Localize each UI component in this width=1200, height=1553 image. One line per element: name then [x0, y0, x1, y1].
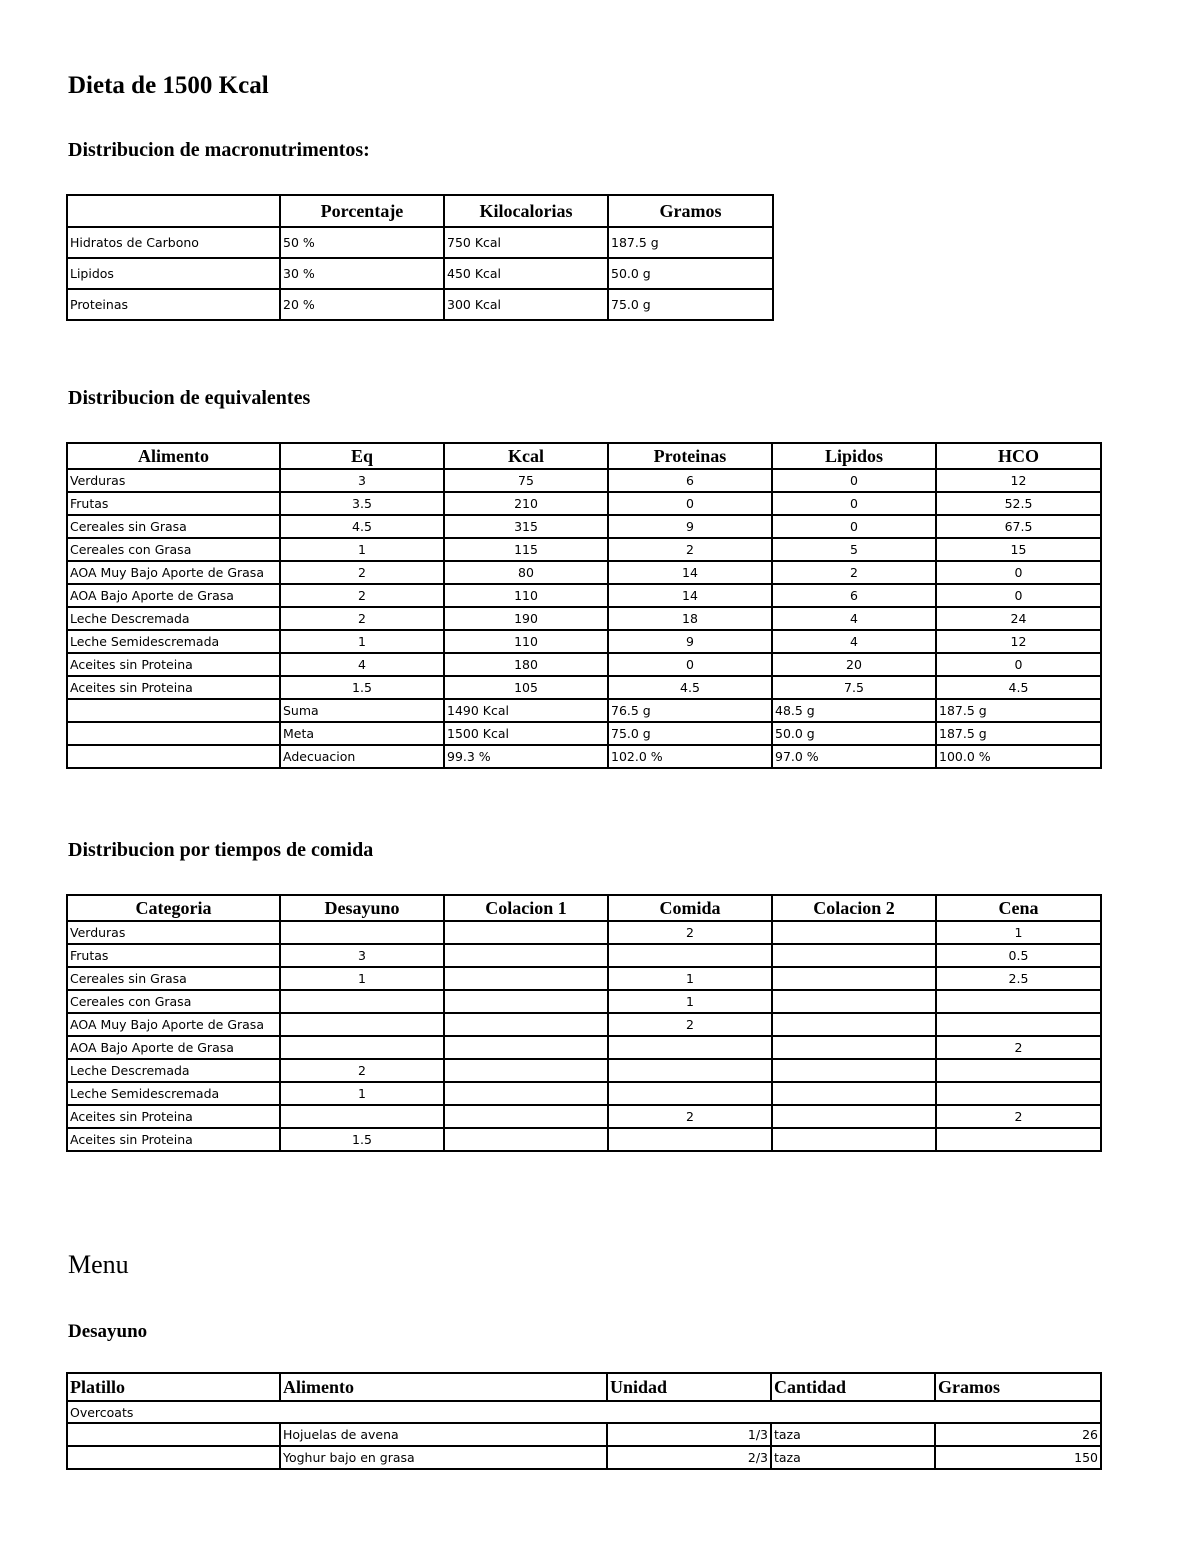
column-header: Gramos [935, 1373, 1101, 1401]
table-cell: AOA Bajo Aporte de Grasa [67, 1036, 280, 1059]
table-row [67, 1105, 1101, 1128]
table-cell: 102.0 % [608, 745, 772, 768]
table-cell: 187.5 g [608, 227, 773, 258]
table-cell: Yoghur bajo en grasa [280, 1446, 607, 1469]
table-row [67, 676, 1101, 699]
table-cell [444, 921, 608, 944]
table-row [67, 1401, 1101, 1423]
table-cell: 0 [772, 515, 936, 538]
table-cell: 2 [608, 1105, 772, 1128]
table-cell: 12 [936, 630, 1101, 653]
table-cell: Frutas [67, 492, 280, 515]
macro-heading: Distribucion de macronutrimentos: [68, 139, 370, 161]
table-row [67, 538, 1101, 561]
table-cell: 1490 Kcal [444, 699, 608, 722]
column-header: Comida [608, 895, 772, 921]
table-cell: AOA Muy Bajo Aporte de Grasa [67, 561, 280, 584]
table-cell: 450 Kcal [444, 258, 608, 289]
tiempos-heading: Distribucion por tiempos de comida [68, 839, 374, 861]
table-cell: 1 [936, 921, 1101, 944]
table-cell: 0 [608, 492, 772, 515]
table-row [67, 1059, 1101, 1082]
macro-table [66, 194, 774, 321]
table-row [67, 653, 1101, 676]
table-cell: 0 [936, 584, 1101, 607]
table-row [67, 584, 1101, 607]
equiv-heading: Distribucion de equivalentes [68, 387, 311, 409]
column-header: Gramos [608, 195, 773, 227]
table-cell: 67.5 [936, 515, 1101, 538]
table-row [67, 745, 1101, 768]
table-row [67, 227, 773, 258]
table-cell: Cereales sin Grasa [67, 515, 280, 538]
table-cell: 75.0 g [608, 722, 772, 745]
table-cell [67, 722, 280, 745]
table-cell: 3 [280, 469, 444, 492]
table-cell: 1 [608, 990, 772, 1013]
table-cell: Aceites sin Proteina [67, 653, 280, 676]
table-cell: 300 Kcal [444, 289, 608, 320]
column-header: Kcal [444, 443, 608, 469]
table-cell: Cereales con Grasa [67, 990, 280, 1013]
table-cell [444, 990, 608, 1013]
table-cell [444, 1082, 608, 1105]
table-cell: Aceites sin Proteina [67, 676, 280, 699]
table-cell [936, 1128, 1101, 1151]
table-cell: 2 [280, 607, 444, 630]
table-cell: Verduras [67, 921, 280, 944]
table-cell [280, 1013, 444, 1036]
table-cell [608, 1128, 772, 1151]
column-header: HCO [936, 443, 1101, 469]
table-row [67, 607, 1101, 630]
table-cell: 9 [608, 630, 772, 653]
table-cell: taza [771, 1423, 935, 1446]
table-row [67, 258, 773, 289]
table-row [67, 1036, 1101, 1059]
table-cell: Frutas [67, 944, 280, 967]
table-row [67, 990, 1101, 1013]
table-cell: 2/3 [607, 1446, 771, 1469]
table-cell: 75 [444, 469, 608, 492]
menu-title: Menu [68, 1250, 129, 1279]
table-cell [280, 1105, 444, 1128]
table-cell: 1/3 [607, 1423, 771, 1446]
table-row [67, 1082, 1101, 1105]
table-cell: 6 [608, 469, 772, 492]
table-cell: 110 [444, 630, 608, 653]
table-cell: 4 [772, 630, 936, 653]
table-cell: Meta [280, 722, 444, 745]
table-cell: 4 [280, 653, 444, 676]
table-cell: AOA Bajo Aporte de Grasa [67, 584, 280, 607]
table-cell: 2.5 [936, 967, 1101, 990]
table-cell [67, 1446, 280, 1469]
table-cell [772, 990, 936, 1013]
table-cell: 20 % [280, 289, 444, 320]
table-cell: 2 [608, 538, 772, 561]
table-cell [772, 921, 936, 944]
table-cell: 14 [608, 561, 772, 584]
table-cell [444, 1013, 608, 1036]
table-cell: 76.5 g [608, 699, 772, 722]
table-row [67, 469, 1101, 492]
table-cell: 1.5 [280, 1128, 444, 1151]
table-cell: 75.0 g [608, 289, 773, 320]
table-cell: Aceites sin Proteina [67, 1128, 280, 1151]
column-header: Alimento [280, 1373, 607, 1401]
table-cell: 1 [280, 538, 444, 561]
column-header: Eq [280, 443, 444, 469]
column-header: Porcentaje [280, 195, 444, 227]
table-cell: 50.0 g [608, 258, 773, 289]
table-cell: 97.0 % [772, 745, 936, 768]
column-header: Categoria [67, 895, 280, 921]
table-cell: Cereales con Grasa [67, 538, 280, 561]
table-cell [444, 1128, 608, 1151]
table-row [67, 699, 1101, 722]
table-cell [772, 1036, 936, 1059]
table-cell: 1 [280, 967, 444, 990]
equiv-table [66, 442, 1102, 769]
table-cell [772, 944, 936, 967]
table-cell: Leche Descremada [67, 1059, 280, 1082]
table-cell: 110 [444, 584, 608, 607]
table-cell: 0.5 [936, 944, 1101, 967]
column-header: Colacion 2 [772, 895, 936, 921]
table-cell [772, 967, 936, 990]
table-header-row [67, 1373, 1101, 1401]
table-row [67, 722, 1101, 745]
table-cell [772, 1128, 936, 1151]
table-cell: Verduras [67, 469, 280, 492]
table-cell: 750 Kcal [444, 227, 608, 258]
table-cell: 190 [444, 607, 608, 630]
table-cell [772, 1105, 936, 1128]
table-cell [67, 699, 280, 722]
table-cell: Leche Semidescremada [67, 1082, 280, 1105]
table-cell: 187.5 g [936, 722, 1101, 745]
table-cell: Suma [280, 699, 444, 722]
table-cell [608, 1082, 772, 1105]
table-cell: 80 [444, 561, 608, 584]
table-cell: 187.5 g [936, 699, 1101, 722]
column-header: Kilocalorias [444, 195, 608, 227]
table-cell [67, 1423, 280, 1446]
table-cell: 0 [772, 492, 936, 515]
table-cell: 100.0 % [936, 745, 1101, 768]
desayuno-heading: Desayuno [68, 1321, 148, 1342]
table-cell: 15 [936, 538, 1101, 561]
table-cell: 18 [608, 607, 772, 630]
table-cell: 2 [936, 1036, 1101, 1059]
table-cell: Proteinas [67, 289, 280, 320]
table-cell [280, 1036, 444, 1059]
table-row [67, 492, 1101, 515]
table-cell: 2 [280, 1059, 444, 1082]
column-header: Cantidad [771, 1373, 935, 1401]
table-cell: Hojuelas de avena [280, 1423, 607, 1446]
table-cell [444, 1036, 608, 1059]
tiempos-table [66, 894, 1102, 1152]
table-cell: 4.5 [936, 676, 1101, 699]
table-cell: 2 [280, 561, 444, 584]
table-cell: 5 [772, 538, 936, 561]
table-cell: Leche Descremada [67, 607, 280, 630]
table-cell [936, 1013, 1101, 1036]
table-row [67, 921, 1101, 944]
table-cell: 7.5 [772, 676, 936, 699]
table-row [67, 967, 1101, 990]
table-header-row [67, 443, 1101, 469]
table-cell: 2 [280, 584, 444, 607]
table-cell: 1500 Kcal [444, 722, 608, 745]
table-cell: 0 [608, 653, 772, 676]
column-header: Lipidos [772, 443, 936, 469]
column-header: Desayuno [280, 895, 444, 921]
table-cell: Cereales sin Grasa [67, 967, 280, 990]
table-cell: 2 [608, 1013, 772, 1036]
table-cell: 30 % [280, 258, 444, 289]
table-cell: 4.5 [280, 515, 444, 538]
column-header: Proteinas [608, 443, 772, 469]
table-cell: 210 [444, 492, 608, 515]
table-cell: 99.3 % [444, 745, 608, 768]
column-header: Alimento [67, 443, 280, 469]
column-header: Unidad [607, 1373, 771, 1401]
column-header [67, 195, 280, 227]
table-cell: AOA Muy Bajo Aporte de Grasa [67, 1013, 280, 1036]
table-cell [67, 745, 280, 768]
table-cell: 0 [936, 653, 1101, 676]
column-header: Platillo [67, 1373, 280, 1401]
table-cell [280, 990, 444, 1013]
table-cell: 4.5 [608, 676, 772, 699]
table-cell: Lipidos [67, 258, 280, 289]
page-title: Dieta de 1500 Kcal [68, 72, 269, 99]
table-cell [280, 921, 444, 944]
table-cell [936, 1082, 1101, 1105]
table-row [67, 561, 1101, 584]
table-cell: Aceites sin Proteina [67, 1105, 280, 1128]
table-row [67, 1446, 1101, 1469]
table-cell: 12 [936, 469, 1101, 492]
table-cell [444, 967, 608, 990]
table-cell: 48.5 g [772, 699, 936, 722]
table-cell: 3.5 [280, 492, 444, 515]
table-header-row [67, 195, 773, 227]
table-cell [936, 990, 1101, 1013]
desayuno-menu-table [66, 1372, 1102, 1470]
table-cell: Adecuacion [280, 745, 444, 768]
table-cell: Hidratos de Carbono [67, 227, 280, 258]
table-cell: 2 [936, 1105, 1101, 1128]
table-cell [772, 1082, 936, 1105]
table-cell: 50.0 g [772, 722, 936, 745]
table-cell: 24 [936, 607, 1101, 630]
table-cell: 2 [608, 921, 772, 944]
table-cell: 0 [772, 469, 936, 492]
table-cell: 52.5 [936, 492, 1101, 515]
table-cell [772, 1013, 936, 1036]
table-cell [608, 1036, 772, 1059]
table-cell: 115 [444, 538, 608, 561]
table-header-row [67, 895, 1101, 921]
table-cell [444, 1059, 608, 1082]
table-cell: 9 [608, 515, 772, 538]
table-row [67, 944, 1101, 967]
table-cell: 1 [608, 967, 772, 990]
table-cell: 0 [936, 561, 1101, 584]
table-cell [608, 944, 772, 967]
table-cell: 14 [608, 584, 772, 607]
table-cell: 3 [280, 944, 444, 967]
column-header: Cena [936, 895, 1101, 921]
table-cell: 1 [280, 1082, 444, 1105]
table-cell: Leche Semidescremada [67, 630, 280, 653]
table-cell [444, 944, 608, 967]
table-cell [608, 1059, 772, 1082]
table-cell: 26 [935, 1423, 1101, 1446]
table-cell [772, 1059, 936, 1082]
table-row [67, 1423, 1101, 1446]
table-cell: 1.5 [280, 676, 444, 699]
table-cell: 105 [444, 676, 608, 699]
table-row [67, 1013, 1101, 1036]
table-cell: taza [771, 1446, 935, 1469]
table-cell [936, 1059, 1101, 1082]
table-cell: 6 [772, 584, 936, 607]
table-cell: 315 [444, 515, 608, 538]
table-cell: 50 % [280, 227, 444, 258]
table-cell: 180 [444, 653, 608, 676]
table-cell: 1 [280, 630, 444, 653]
table-cell [444, 1105, 608, 1128]
table-cell: 4 [772, 607, 936, 630]
table-cell: 150 [935, 1446, 1101, 1469]
column-header: Colacion 1 [444, 895, 608, 921]
table-row [67, 1128, 1101, 1151]
table-cell: 20 [772, 653, 936, 676]
table-row [67, 515, 1101, 538]
table-row [67, 289, 773, 320]
table-cell: 2 [772, 561, 936, 584]
dish-name: Overcoats [67, 1401, 1101, 1423]
table-row [67, 630, 1101, 653]
